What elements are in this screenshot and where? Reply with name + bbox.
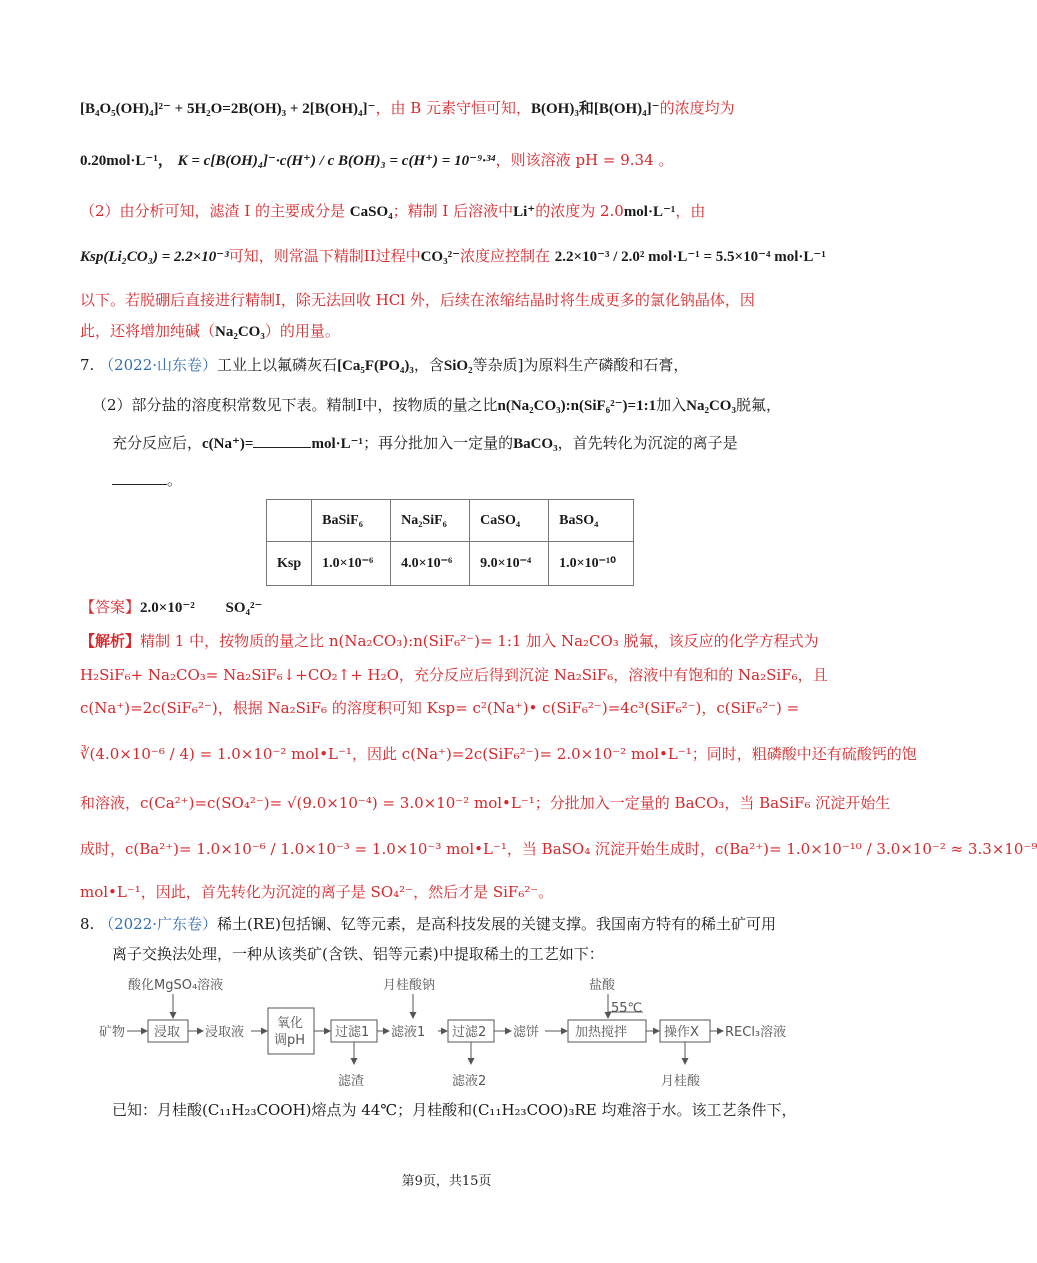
explanation-line-1 xyxy=(80,631,819,652)
node-ore: 矿物 xyxy=(99,1025,126,1040)
answer-value-1: 2.0×10⁻² xyxy=(140,600,195,616)
node-recl3: RECl₃溶液 xyxy=(725,1025,787,1040)
source: （2022·山东卷） xyxy=(99,356,218,374)
text: 等杂质]为原料生产磷酸和石膏， xyxy=(472,356,689,374)
borate-equation: [B₄O₅(OH)₄]²⁻ + 5H₂O=2B(OH)₃ + 2[B(OH)₄]⁻ xyxy=(80,101,376,117)
table-header: BaSO₄ xyxy=(549,500,634,542)
text: 稀土(RE)包括镧、钇等元素，是高科技发展的关键支撑。我国南方特有的稀土矿可用 xyxy=(217,915,776,933)
text: 的浓度为 2.0 xyxy=(535,202,624,220)
text: 此，还将增加纯碱（ xyxy=(80,322,216,340)
question-number: 8. xyxy=(80,915,95,933)
text: （2）部分盐的溶度积常数见下表。精制I中，按物质的量之比 xyxy=(92,396,498,414)
line-3 xyxy=(80,201,705,222)
text: 。 xyxy=(167,471,183,489)
k-expression: K = c[B(OH)₄]⁻·c(H⁺) / c B(OH)₃ = c(H⁺) = 10⁻⁹·³⁴ xyxy=(177,153,496,169)
node-filter-1: 过滤1 xyxy=(335,1025,370,1040)
answer-label: 【答案】 xyxy=(80,598,141,616)
text: （2）由分析可知，滤渣 I 的主要成分是 xyxy=(80,202,350,220)
node-heat-stir: 加热搅拌 xyxy=(575,1025,628,1040)
table-cell xyxy=(267,500,312,542)
table-header: BaSiF₆ xyxy=(312,500,391,542)
answer-blank-1[interactable] xyxy=(253,447,311,448)
formula: Li⁺ xyxy=(513,204,536,220)
question-8 xyxy=(80,914,776,934)
question-8-known: 已知：月桂酸(C₁₁H₂₃COOH)熔点为 44℃；月桂酸和(C₁₁H₂₃COO)₃RE 均难溶于水。该工艺条件下， xyxy=(112,1101,797,1119)
text: 加入 xyxy=(656,396,687,414)
ksp-table xyxy=(266,499,634,586)
node-operation-x: 操作X xyxy=(664,1025,699,1040)
formula: BaCO₃ xyxy=(513,436,558,452)
node-filter-cake: 滤饼 xyxy=(513,1025,540,1040)
page-footer: 第9页，共15页 xyxy=(401,1174,492,1189)
process-flow-diagram xyxy=(95,968,815,1096)
formula: n(Na₂CO₃):n(SiF₆²⁻)=1:1 xyxy=(497,398,657,414)
formula: [Ca₅F(PO₄)₃ xyxy=(337,358,414,374)
explanation-line-3: c(Na⁺)=2c(SiF₆²⁻)，根据 Na₂SiF₆ 的溶度积可知 Ksp= c²(Na⁺)• c(SiF₆²⁻)=4c³(SiF₆²⁻)，c(SiF₆²⁻) = xyxy=(80,699,800,717)
explanation-line-5: 和溶液，c(Ca²⁺)=c(SO₄²⁻)= √(9.0×10⁻⁴) = 3.0×10⁻² mol•L⁻¹；分批加入一定量的 BaCO₃，当 BaSiF₆ 沉淀开始生 xyxy=(80,794,891,812)
text: ，则该溶液 pH = 9.34 。 xyxy=(495,151,674,169)
label-lauric-acid: 月桂酸 xyxy=(661,1074,701,1089)
question-7-part-4 xyxy=(112,470,182,490)
question-7-part-3 xyxy=(112,433,738,454)
answer-line xyxy=(80,597,262,618)
question-7 xyxy=(80,355,688,376)
text: ）的用量。 xyxy=(264,322,340,340)
label-residue: 滤渣 xyxy=(338,1074,365,1089)
explanation-line-6: 成时，c(Ba²⁺)= 1.0×10⁻⁶ / 1.0×10⁻³ = 1.0×10⁻³ mol•L⁻¹，当 BaSO₄ 沉淀开始生成时，c(Ba²⁺)= 1.0×10⁻¹⁰ / 3.0×10⁻² ≈ 3.3×10⁻⁹ xyxy=(80,840,1037,858)
text: 工业上以氟磷灰石 xyxy=(217,356,338,374)
label-hcl: 盐酸 xyxy=(589,978,616,993)
question-number: 7. xyxy=(80,356,95,374)
label-sodium-laurate: 月桂酸钠 xyxy=(383,978,436,993)
text: ，含 xyxy=(413,356,444,374)
line-5: 以下。若脱硼后直接进行精制I，除无法回收 HCl 外，后续在浓缩结晶时将生成更多的氯化钠晶体，因 xyxy=(80,291,755,309)
table-cell: 9.0×10⁻⁴ xyxy=(470,542,549,586)
question-8-line-2: 离子交换法处理，一种从该类矿(含铁、铝等元素)中提取稀土的工艺如下： xyxy=(112,945,604,963)
line-6 xyxy=(80,321,340,342)
label-55c: 55℃ xyxy=(611,1001,643,1016)
answer-value-2: SO₄²⁻ xyxy=(225,600,263,616)
fraction-expression: 2.2×10⁻³ / 2.0² mol·L⁻¹ = 5.5×10⁻⁴ mol·L⁻¹ xyxy=(554,249,826,265)
node-filter-2: 过滤2 xyxy=(452,1025,487,1040)
text: 脱氟， xyxy=(735,396,781,414)
ksp-li2co3: Ksp(Li₂CO₃) = 2.2×10⁻³ xyxy=(80,249,229,265)
text: ，由 B 元素守恒可知， xyxy=(375,99,531,117)
line-1 xyxy=(80,98,735,119)
text: ；再分批加入一定量的 xyxy=(363,434,514,452)
formula: Na₂CO₃ xyxy=(686,398,736,414)
question-7-part-2 xyxy=(92,395,781,416)
formula: c(Na⁺)= xyxy=(202,436,254,452)
text: 充分反应后， xyxy=(112,434,203,452)
node-filtrate-1: 滤液1 xyxy=(391,1025,426,1040)
explanation-line-2: H₂SiF₆+ Na₂CO₃= Na₂SiF₆↓+CO₂↑+ H₂O，充分反应后得到沉淀 Na₂SiF₆，溶液中有饱和的 Na₂SiF₆，且 xyxy=(80,666,828,684)
formula: Na₂CO₃ xyxy=(215,324,265,340)
table-header-row xyxy=(267,500,634,542)
answer-blank-2[interactable] xyxy=(112,484,167,485)
source: （2022·广东卷） xyxy=(99,915,218,933)
table-cell: 1.0×10⁻¹⁰ xyxy=(549,542,634,586)
table-header: CaSO₄ xyxy=(470,500,549,542)
node-leachate: 浸取液 xyxy=(205,1025,245,1040)
concentration: 0.20mol·L⁻¹， xyxy=(80,153,173,169)
explanation-line-4: ∛(4.0×10⁻⁶ / 4) = 1.0×10⁻² mol•L⁻¹，因此 c(Na⁺)=2c(SiF₆²⁻)= 2.0×10⁻² mol•L⁻¹；同时，粗磷酸中还有硫酸钙的饱 xyxy=(80,745,917,763)
text: ；精制 I 后溶液中 xyxy=(392,202,514,220)
text: ，首先转化为沉淀的离子是 xyxy=(557,434,738,452)
node-oxidize: 氧化 xyxy=(277,1016,304,1031)
text: ，由 xyxy=(675,202,706,220)
line-2 xyxy=(80,150,673,171)
formula: CaSO₄ xyxy=(349,204,393,220)
label-filtrate-2: 滤液2 xyxy=(452,1074,487,1089)
formula: CO₃²⁻ xyxy=(420,249,460,265)
unit: mol·L⁻¹ xyxy=(623,204,676,220)
text: 可知，则常温下精制II过程中 xyxy=(228,247,421,265)
explanation-line-7: mol•L⁻¹，因此，首先转化为沉淀的离子是 SO₄²⁻，然后才是 SiF₆²⁻。 xyxy=(80,883,554,901)
formula: SiO₂ xyxy=(443,358,473,374)
unit: mol·L⁻¹ xyxy=(311,436,364,452)
table-header: Na₂SiF₆ xyxy=(391,500,470,542)
table-row xyxy=(267,542,634,586)
text: 的浓度均为 xyxy=(659,99,735,117)
line-4 xyxy=(80,246,826,267)
node-adjust-ph: 调pH xyxy=(274,1033,306,1048)
table-row-label: Ksp xyxy=(267,542,312,586)
node-leach: 浸取 xyxy=(154,1025,181,1040)
text: 精制 1 中，按物质的量之比 n(Na₂CO₃):n(SiF₆²⁻)= 1:1 加入 Na₂CO₃ 脱氟，该反应的化学方程式为 xyxy=(140,632,819,650)
table-cell: 4.0×10⁻⁶ xyxy=(391,542,470,586)
explanation-label: 【解析】 xyxy=(80,634,141,650)
table-cell: 1.0×10⁻⁶ xyxy=(312,542,391,586)
text: 浓度应控制在 xyxy=(460,247,551,265)
label-acid-mgso4: 酸化MgSO₄溶液 xyxy=(128,978,224,993)
formula: B(OH)₃和[B(OH)₄]⁻ xyxy=(531,101,660,117)
